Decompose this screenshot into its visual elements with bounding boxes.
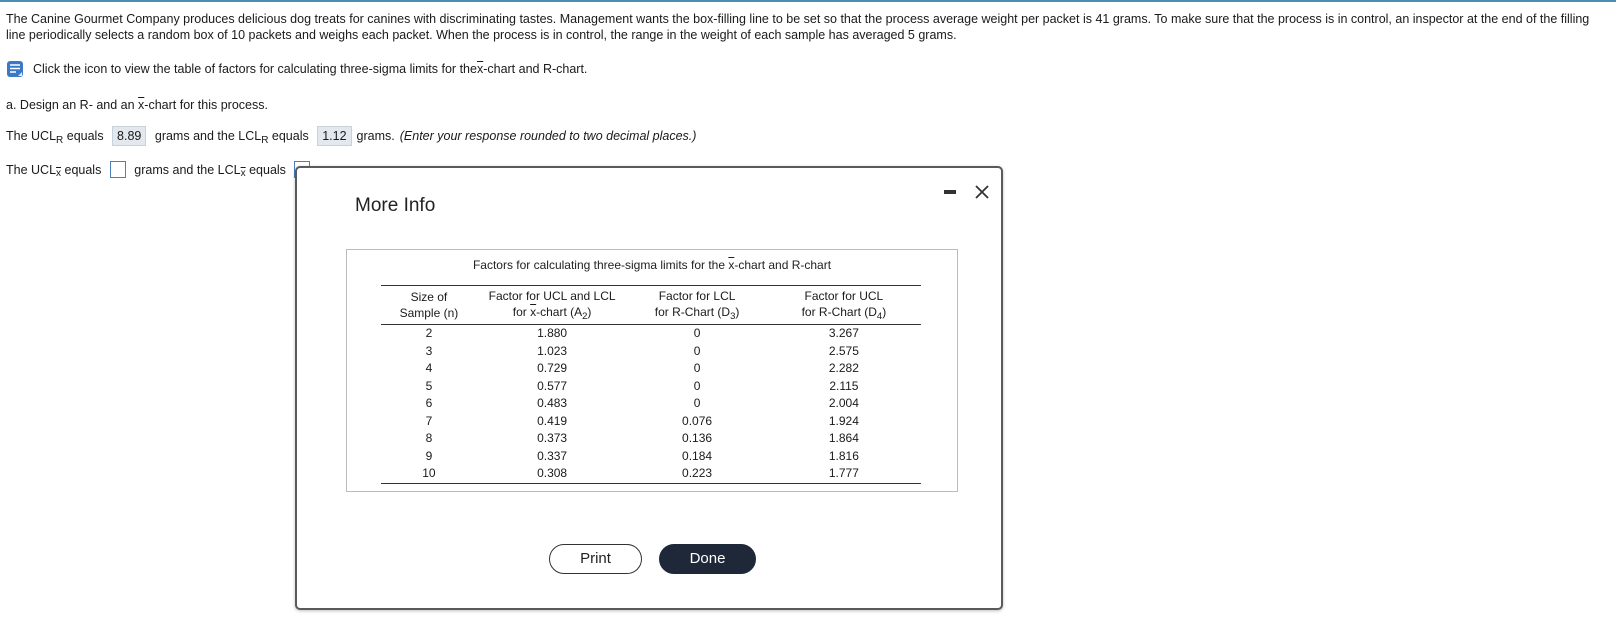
cell-a2: 0.337: [537, 448, 568, 463]
cell-n: 5: [425, 378, 433, 393]
answer-x-t3: grams and the LCL: [130, 162, 241, 177]
answer-r-row: [6, 126, 696, 146]
table-row: [381, 395, 921, 413]
cell-d4: 1.816: [828, 448, 859, 463]
cell-n: 9: [425, 448, 433, 463]
cell-d4: 1.864: [828, 431, 859, 445]
answer-r-sub2: R: [261, 134, 269, 146]
cell-a2: 0.373: [537, 431, 568, 445]
cell-d4: 2.115: [829, 378, 859, 393]
top-accent-line: [0, 0, 1616, 2]
answer-r-t4: equals: [268, 129, 313, 143]
cell-n: 10: [422, 466, 436, 480]
cell-a2: 1.023: [537, 343, 568, 358]
answer-r-t5: grams.: [356, 129, 395, 143]
minimize-icon[interactable]: [944, 190, 956, 194]
cell-d4: 2.004: [828, 396, 859, 410]
done-button[interactable]: Done: [659, 544, 756, 574]
cell-a2: 1.880: [537, 326, 568, 340]
header-a2-pre: for: [512, 305, 531, 319]
table-row: [381, 378, 921, 396]
dialog-title: More Info: [355, 195, 436, 216]
cell-a2: 0.419: [537, 413, 568, 428]
more-info-dialog: [295, 166, 1003, 610]
answer-x-t1: The UCL: [6, 162, 57, 177]
book-icon[interactable]: [6, 60, 24, 78]
table-row: [381, 343, 921, 361]
cell-d3: 0: [693, 396, 701, 410]
header-d4-text: for R-Chart (D: [801, 305, 877, 319]
cell-a2: 0.308: [537, 466, 568, 480]
cell-n: 2: [425, 326, 433, 340]
problem-statement: The Canine Gourmet Company produces delicious dog treats for canines with discriminating tastes. Management wants the box-filling line to be set so that the process average weight per packet is 41 grams. To make sure that the process is in control, an inspector at the end of the filling line periodically selects a random box of 10 packets and weighs each packet. When the process is in control, the range in the weight of each sample has averaged 5 grams.: [6, 12, 1590, 42]
header-n-line1: Size of: [410, 290, 448, 304]
caption-xbar: $\overline{x}$: [728, 258, 735, 272]
factors-table-frame: [346, 249, 958, 492]
header-d3-line2: [631, 304, 762, 322]
caption-before: Factors for calculating three-sigma limits for the: [472, 258, 729, 272]
header-a2-close: ): [587, 305, 592, 319]
cell-n: 8: [425, 431, 433, 445]
question-a: [6, 98, 268, 112]
cell-d4: 1.924: [828, 413, 859, 428]
header-d3-close: ): [735, 305, 740, 319]
cell-n: 6: [425, 396, 433, 410]
cell-d3: 0: [693, 361, 701, 375]
ucl-x-input[interactable]: [110, 161, 126, 178]
header-a2: [477, 286, 627, 325]
answer-x-t2: equals: [61, 162, 105, 177]
cell-d4: 2.282: [828, 361, 859, 375]
header-d4-close: ): [882, 305, 887, 319]
cell-d3: 0.184: [682, 448, 713, 463]
answer-r-t3: grams and the LCL: [151, 129, 262, 143]
cell-d3: 0.076: [682, 413, 713, 428]
header-n-line2: Sample (n): [399, 306, 459, 320]
answer-x-row: [6, 161, 315, 178]
table-row: [381, 325, 921, 343]
cell-d4: 1.777: [828, 466, 859, 480]
info-link-row[interactable]: [6, 60, 587, 78]
cell-d3: 0: [693, 343, 701, 358]
header-d4-sub: 4: [876, 311, 883, 322]
table-row: [381, 413, 921, 431]
header-a2-line2: [481, 304, 623, 322]
answer-x-sub2: $\overline{x}$: [240, 168, 246, 179]
header-d4-line2: [771, 304, 917, 322]
cell-d3: 0: [693, 378, 701, 393]
question-a-text-after: -chart for this process.: [144, 98, 268, 112]
table-caption: [347, 258, 957, 272]
header-d3-line1: Factor for LCL: [658, 289, 736, 303]
header-a2-post: -chart (A: [536, 305, 583, 319]
answer-r-note: (Enter your response rounded to two decimal places.): [399, 129, 697, 143]
table-row: [381, 430, 921, 448]
print-button[interactable]: Print: [549, 544, 642, 574]
cell-d3: 0: [693, 326, 701, 340]
cell-d4: 3.267: [828, 326, 859, 340]
header-a2-sub: 2: [582, 311, 588, 322]
close-icon[interactable]: [971, 181, 993, 203]
header-d4-line1: Factor for UCL: [804, 289, 884, 303]
answer-x-sub1: $\overline{x}$: [56, 168, 62, 179]
header-d4: [767, 286, 921, 325]
answer-x-t4: equals: [245, 162, 290, 177]
question-a-xbar: $\overline{x}$: [138, 98, 145, 112]
info-xbar[interactable]: $\overline{x}$: [476, 62, 484, 76]
question-a-prefix: a.: [6, 98, 17, 112]
cell-d3: 0.136: [682, 431, 713, 445]
table-row: [381, 465, 921, 483]
factors-table: [381, 285, 921, 484]
header-d3-sub: 3: [730, 311, 736, 322]
lcl-r-answer[interactable]: 1.12: [317, 126, 351, 146]
info-text-after[interactable]: -chart and R-chart.: [483, 62, 588, 76]
header-d3: [627, 286, 766, 325]
header-a2-line1: Factor for UCL and LCL: [488, 289, 616, 303]
info-text-before[interactable]: Click the icon to view the table of factors for calculating three-sigma limits for the: [33, 62, 477, 76]
question-a-text-before: Design an R- and an: [16, 98, 139, 112]
answer-r-t1: The UCL: [6, 129, 57, 143]
answer-r-t2: equals: [63, 129, 108, 143]
header-a2-xbar: $\overline{x}$: [530, 305, 537, 319]
ucl-r-answer[interactable]: 8.89: [112, 126, 146, 146]
header-d3-text: for R-Chart (D: [654, 305, 731, 319]
answer-r-sub1: R: [56, 134, 64, 146]
cell-n: 4: [425, 361, 433, 375]
cell-n: 7: [425, 413, 433, 428]
cell-d3: 0.223: [682, 466, 713, 480]
cell-a2: 0.483: [537, 396, 568, 410]
table-header-row: [381, 286, 921, 325]
table-row: [381, 360, 921, 378]
cell-a2: 0.729: [537, 361, 568, 375]
header-sample-size: [381, 286, 477, 325]
cell-d4: 2.575: [828, 343, 859, 358]
table-row: [381, 448, 921, 466]
caption-after: -chart and R-chart: [734, 258, 832, 272]
cell-a2: 0.577: [537, 378, 568, 393]
cell-n: 3: [425, 343, 433, 358]
